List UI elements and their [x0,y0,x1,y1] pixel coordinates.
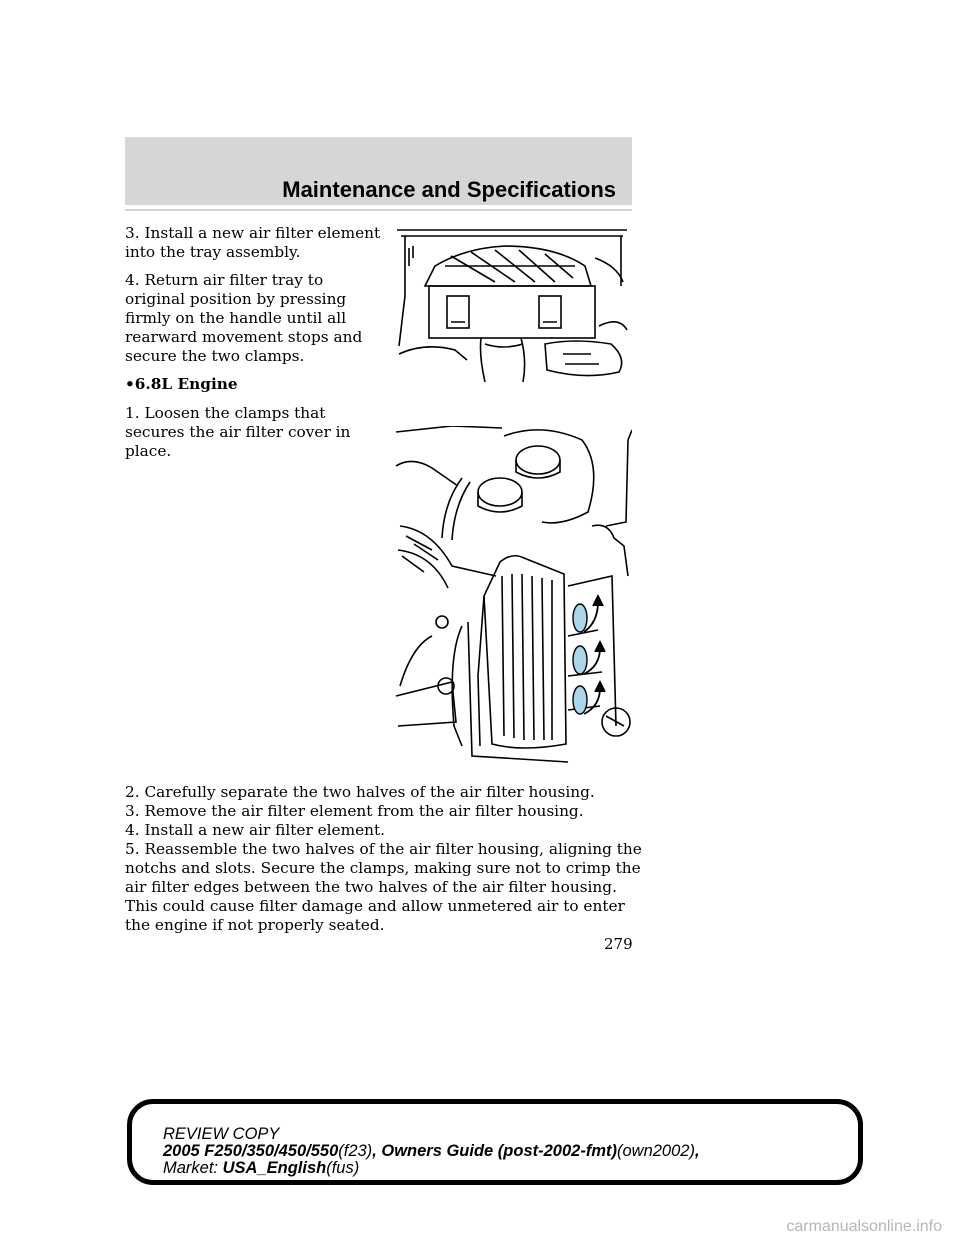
clamp-lower [573,686,587,714]
review-guide-code: (own2002) [616,1142,695,1160]
step-3-text: 3. Install a new air filter element into the tray assembly. [125,224,381,261]
section-1-text [125,224,387,375]
review-comma-1: , [372,1142,382,1160]
review-line-2 [163,1143,843,1160]
header-band [125,137,632,205]
bullet-mark: • [125,375,135,393]
page-title: Maintenance and Specifications [282,177,616,202]
section-2-text [125,404,387,470]
clamp-upper [573,604,587,632]
step-4b-text: 4. Install a new air filter element. [125,821,386,839]
engine-heading [125,375,387,403]
engine-air-filter-housing-illustration [392,426,632,766]
clamp-highlights [573,604,587,714]
section-3-text [125,783,645,935]
review-guide: Owners Guide (post-2002-fmt) [381,1142,617,1160]
header-rule [125,209,632,211]
review-model-code: (f23) [338,1142,373,1160]
review-market: USA_English [222,1159,327,1177]
step-3b-text: 3. Remove the air filter element from the air filter housing. [125,802,584,820]
review-model: 2005 F250/350/450/550 [163,1142,339,1160]
clamp-middle [573,646,587,674]
review-market-label: Market: [163,1159,223,1177]
page-number: 279 [604,935,633,953]
air-filter-tray-illustration [395,226,631,384]
review-market-code: (fus) [326,1159,360,1177]
engine-heading-line [125,375,387,394]
review-copy-text [163,1126,843,1177]
step-1-text: 1. Loosen the clamps that secures the air filter cover in place. [125,404,351,460]
step-5-text: 5. Reassemble the two halves of the air filter housing, aligning the notchs and slots. Secure the clamps, making sure not to crimp the air filter edges between the two halves of the air filter housing. This could cause filter damage and allow unmetered air to enter the engine if not properly seated. [125,840,642,934]
step-2-text: 2. Carefully separate the two halves of the air filter housing. [125,783,595,801]
review-line-3 [163,1160,843,1177]
review-line-1: REVIEW COPY [163,1125,280,1143]
review-comma-2: , [694,1142,700,1160]
watermark-site: carmanualsonline.info [786,1218,942,1235]
engine-heading-label: 6.8L Engine [134,375,238,393]
step-4-text: 4. Return air filter tray to original position by pressing firmly on the handle until all rearward movement stops and secure the two clamps. [125,271,363,365]
